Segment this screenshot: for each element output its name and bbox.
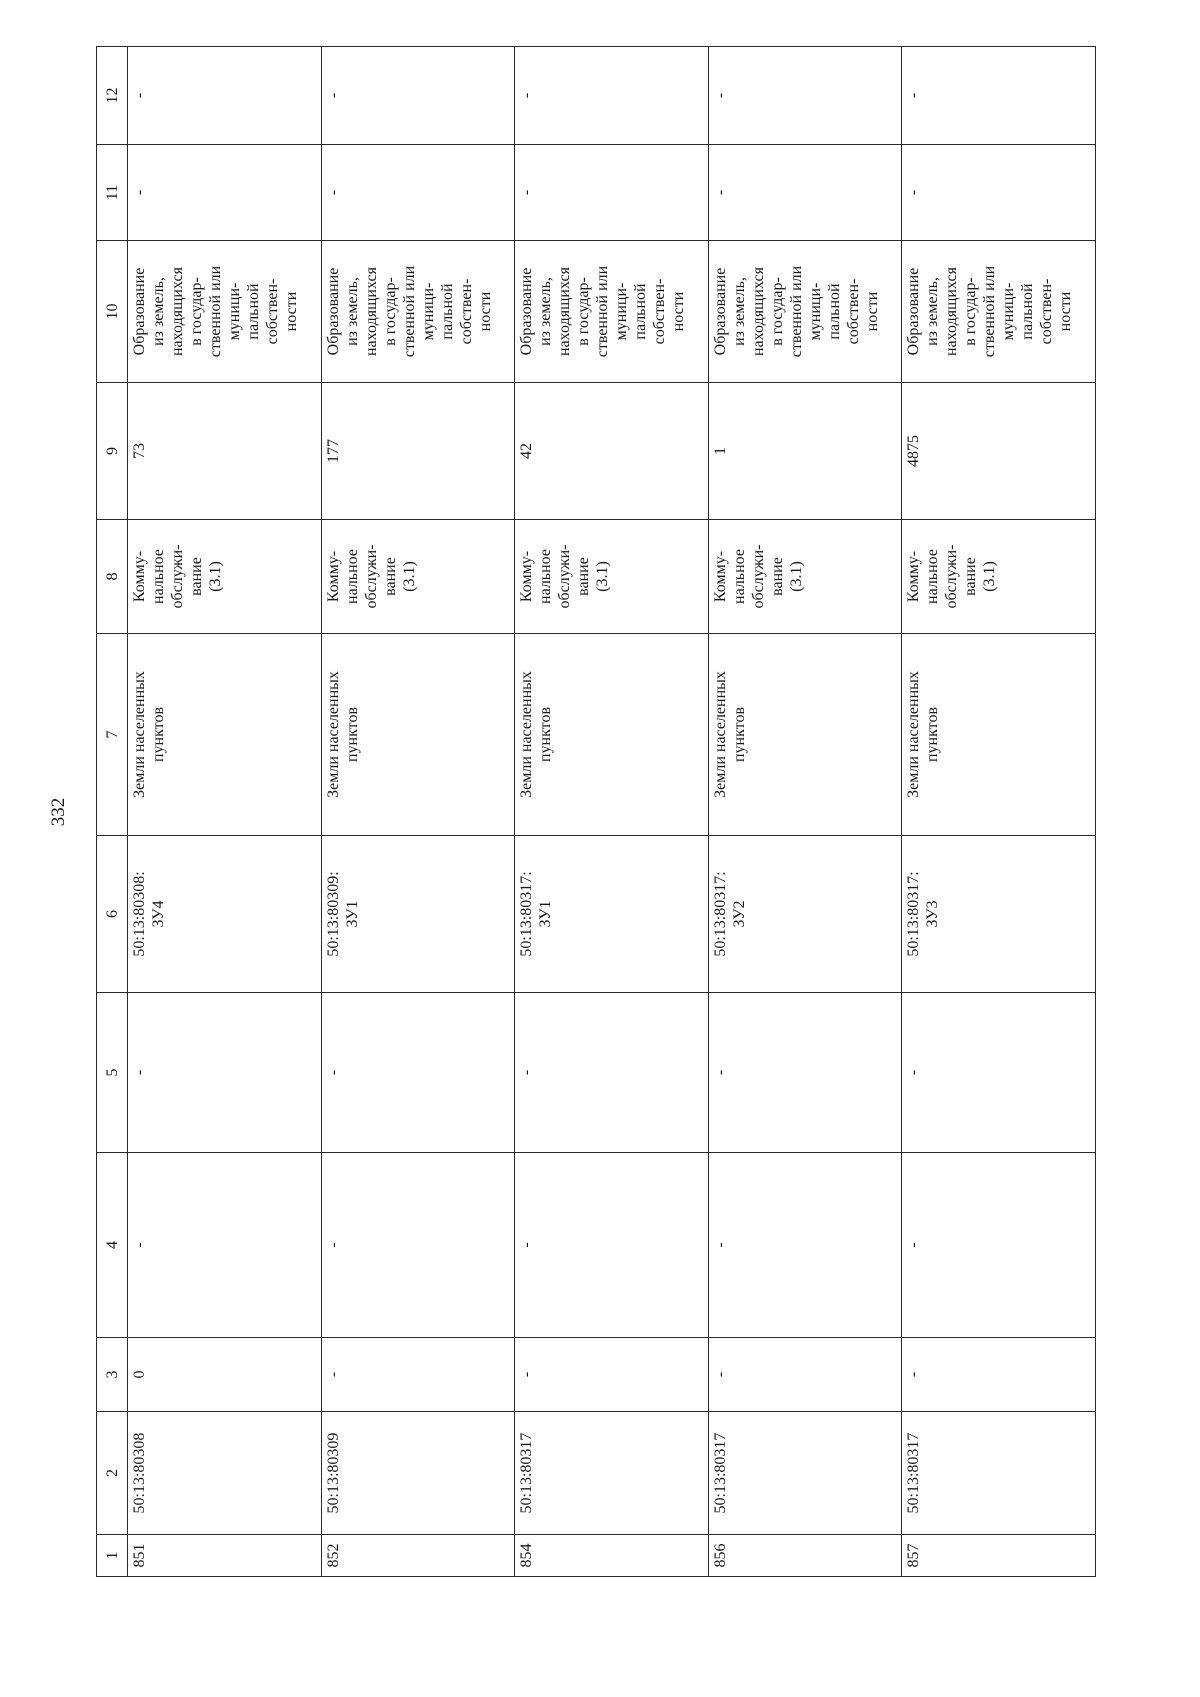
quarter-number-cell: 50:13:80308 [128, 1412, 322, 1535]
column-header: 7 [97, 634, 128, 836]
cell-col-3: 0 [128, 1338, 322, 1412]
cell-col-4: - [128, 1153, 322, 1338]
column-header: 10 [97, 241, 128, 383]
land-plot-table [96, 46, 1096, 1577]
cell-col-11: - [515, 145, 709, 241]
cell-col-3: - [902, 1338, 1096, 1412]
row-number-cell: 856 [708, 1535, 902, 1577]
permitted-use-cell: Комму- нальное обслужи- вание (3.1) [515, 520, 709, 634]
page-number: 332 [48, 797, 69, 827]
table-row [128, 47, 322, 1577]
cell-col-11: - [708, 145, 902, 241]
cell-col-12: - [708, 47, 902, 145]
plot-id-cell: 50:13:80317: ЗУ2 [708, 836, 902, 993]
row-number-cell: 851 [128, 1535, 322, 1577]
cell-col-11: - [128, 145, 322, 241]
column-header: 12 [97, 47, 128, 145]
cell-col-12: - [321, 47, 515, 145]
cell-col-12: - [515, 47, 709, 145]
cell-col-4: - [515, 1153, 709, 1338]
column-header: 9 [97, 383, 128, 520]
cell-col-3: - [321, 1338, 515, 1412]
column-header: 2 [97, 1412, 128, 1535]
cell-col-3: - [515, 1338, 709, 1412]
cell-col-5: - [321, 993, 515, 1153]
table-row [708, 47, 902, 1577]
column-header: 5 [97, 993, 128, 1153]
row-number-cell: 857 [902, 1535, 1096, 1577]
cell-col-5: - [708, 993, 902, 1153]
cell-col-4: - [902, 1153, 1096, 1338]
column-header: 4 [97, 1153, 128, 1338]
table-row [902, 47, 1096, 1577]
formation-method-cell: Образование из земель, находящихся в государ- ственной или муници- пальной собствен- ности [515, 241, 709, 383]
formation-method-cell: Образование из земель, находящихся в государ- ственной или муници- пальной собствен- ности [128, 241, 322, 383]
area-cell: 4875 [902, 383, 1096, 520]
column-header: 6 [97, 836, 128, 993]
permitted-use-cell: Комму- нальное обслужи- вание (3.1) [321, 520, 515, 634]
formation-method-cell: Образование из земель, находящихся в государ- ственной или муници- пальной собствен- ности [708, 241, 902, 383]
column-header: 8 [97, 520, 128, 634]
area-cell: 177 [321, 383, 515, 520]
cell-col-3: - [708, 1338, 902, 1412]
quarter-number-cell: 50:13:80317 [515, 1412, 709, 1535]
row-number-cell: 854 [515, 1535, 709, 1577]
quarter-number-cell: 50:13:80317 [708, 1412, 902, 1535]
land-category-cell: Земли населенных пунктов [902, 634, 1096, 836]
quarter-number-cell: 50:13:80317 [902, 1412, 1096, 1535]
column-header: 11 [97, 145, 128, 241]
plot-id-cell: 50:13:80309: ЗУ1 [321, 836, 515, 993]
land-category-cell: Земли населенных пунктов [321, 634, 515, 836]
permitted-use-cell: Комму- нальное обслужи- вание (3.1) [902, 520, 1096, 634]
cell-col-4: - [708, 1153, 902, 1338]
cell-col-5: - [515, 993, 709, 1153]
row-number-cell: 852 [321, 1535, 515, 1577]
table-row [321, 47, 515, 1577]
area-cell: 42 [515, 383, 709, 520]
cell-col-5: - [902, 993, 1096, 1153]
land-category-cell: Земли населенных пунктов [515, 634, 709, 836]
area-cell: 73 [128, 383, 322, 520]
formation-method-cell: Образование из земель, находящихся в государ- ственной или муници- пальной собствен- ности [902, 241, 1096, 383]
table-row [515, 47, 709, 1577]
area-cell: 1 [708, 383, 902, 520]
permitted-use-cell: Комму- нальное обслужи- вание (3.1) [128, 520, 322, 634]
land-category-cell: Земли населенных пунктов [708, 634, 902, 836]
permitted-use-cell: Комму- нальное обслужи- вание (3.1) [708, 520, 902, 634]
table-header-row [97, 47, 128, 1577]
column-header: 1 [97, 1535, 128, 1577]
rotated-document-page [48, 47, 1096, 1577]
cell-col-11: - [321, 145, 515, 241]
cell-col-12: - [128, 47, 322, 145]
plot-id-cell: 50:13:80308: ЗУ4 [128, 836, 322, 993]
plot-id-cell: 50:13:80317: ЗУ3 [902, 836, 1096, 993]
cell-col-11: - [902, 145, 1096, 241]
quarter-number-cell: 50:13:80309 [321, 1412, 515, 1535]
formation-method-cell: Образование из земель, находящихся в государ- ственной или муници- пальной собствен- ности [321, 241, 515, 383]
cell-col-12: - [902, 47, 1096, 145]
cell-col-4: - [321, 1153, 515, 1338]
cell-col-5: - [128, 993, 322, 1153]
land-category-cell: Земли населенных пунктов [128, 634, 322, 836]
column-header: 3 [97, 1338, 128, 1412]
plot-id-cell: 50:13:80317: ЗУ1 [515, 836, 709, 993]
